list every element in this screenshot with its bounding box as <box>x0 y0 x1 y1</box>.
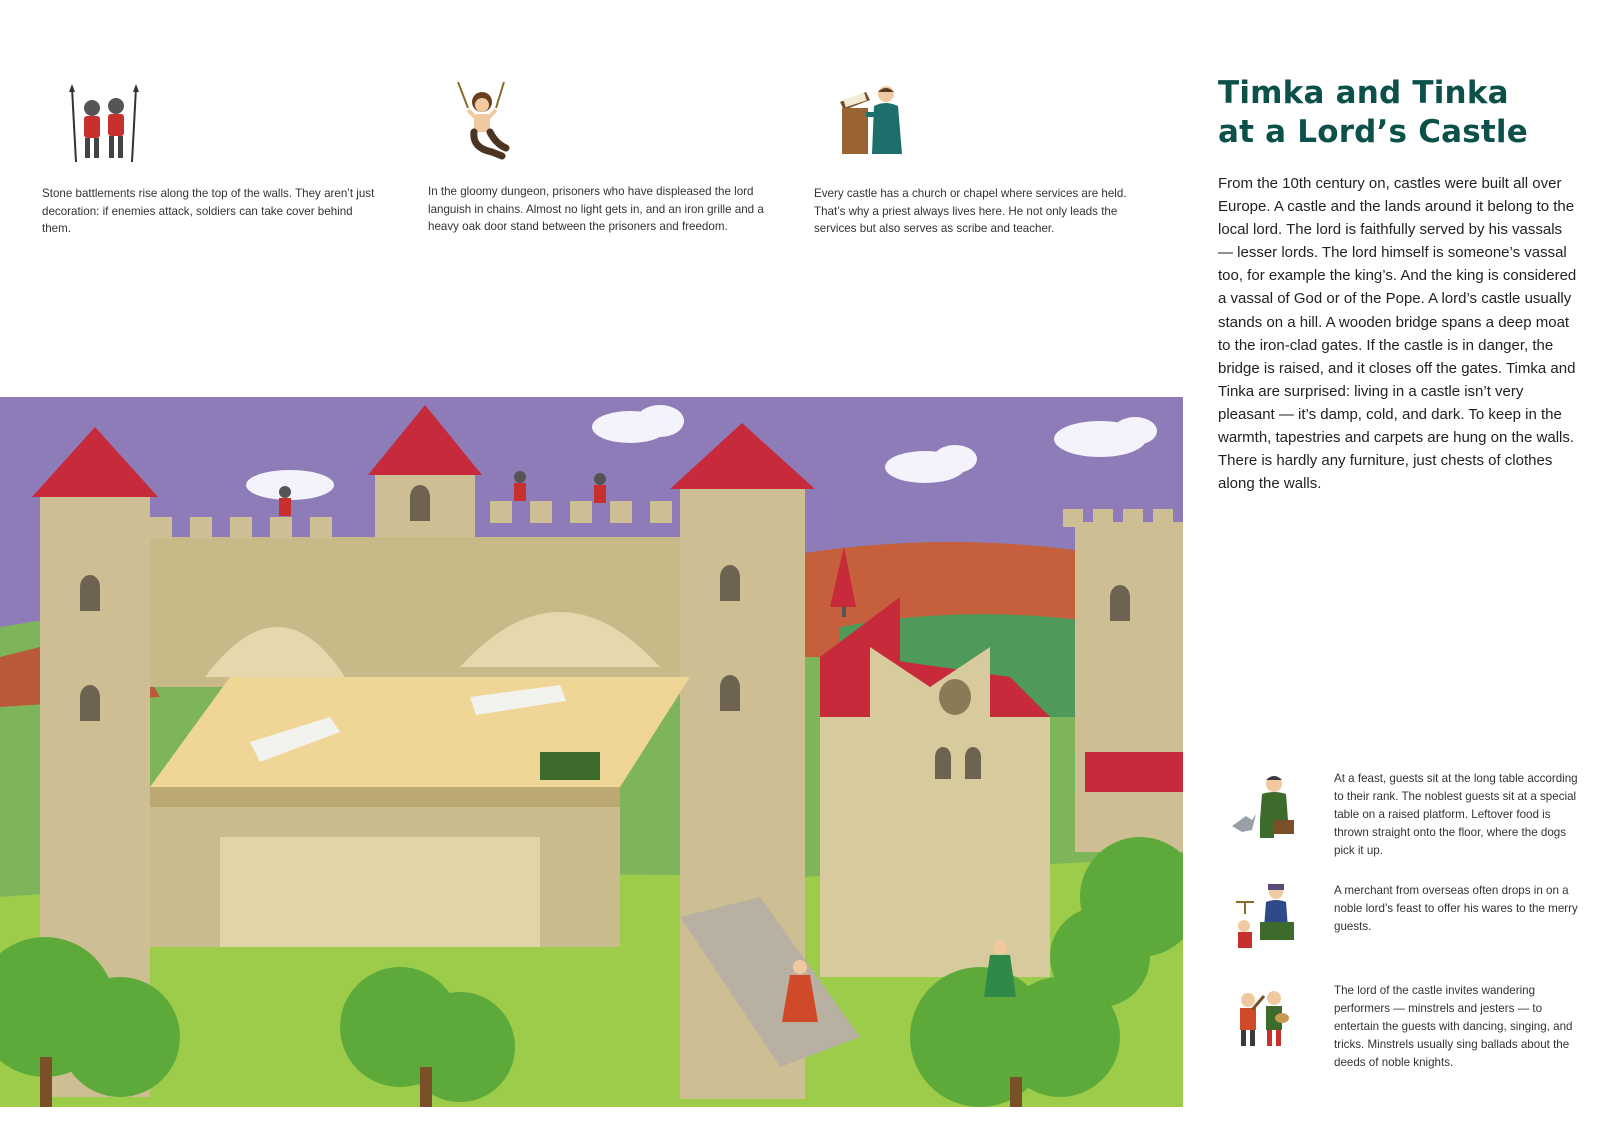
priest-illustration <box>836 78 916 162</box>
caption-feast <box>1230 770 1580 860</box>
caption-performers-text: The lord of the castle invites wandering performers — minstrels and jesters — to entertain the guests with dancing, singing, and tricks. Minstrels usually sing ballads about the deeds of noble knights. <box>1334 984 1573 1069</box>
caption-feast-text: At a feast, guests sit at the long table according to their rank. The noblest guests sit at a special table on a raised platform. Leftover food is thrown straight onto the floor, where the dogs pick it up. <box>1334 772 1578 857</box>
caption-merchant <box>1230 882 1580 958</box>
intro-paragraph: From the 10th century on, castles were built all over Europe. A castle and the lands around it belong to the local lord. The lord is faithfully served by his vassals — lesser lords. The lord himself is someone’s vassal too, for example the king’s. And the king is considered a vassal of God or of the Pope. A lord’s castle usually stands on a hill. A wooden bridge spans a deep moat to the iron-clad gates. If the castle is in danger, the bridge is raised, and it closes off the gates. Timka and Tinka are surprised: living in a castle isn’t very pleasant — it’s damp, cold, and dark. To keep in the warmth, tapestries and carpets are hung on the walls. There is hardly any furniture, just chests of clothes along the walls. <box>1218 175 1577 493</box>
prisoner-illustration <box>444 78 524 162</box>
feast-illustration <box>1230 770 1302 846</box>
caption-dungeon <box>428 78 768 236</box>
page-title-line-2: at a Lord’s Castle <box>1218 114 1528 150</box>
caption-merchant-text: A merchant from overseas often drops in on a noble lord’s feast to offer his wares to the merry guests. <box>1334 884 1578 933</box>
merchant-illustration <box>1230 882 1302 958</box>
caption-chapel-text: Every castle has a church or chapel where services are held. That’s why a priest always lives here. He not only leads the services but also serves as scribe and teacher. <box>814 187 1127 235</box>
page-title <box>1218 74 1528 152</box>
caption-performers <box>1230 982 1580 1072</box>
caption-dungeon-text: In the gloomy dungeon, prisoners who have displeased the lord languish in chains. Almost no light gets in, and an iron grille and a heavy oak door stand between the prisoners and freedom. <box>428 185 764 233</box>
caption-battlements <box>42 82 382 238</box>
castle-illustration <box>0 397 1183 1107</box>
guards-illustration <box>64 82 144 166</box>
castle-scene <box>0 397 1183 1107</box>
caption-chapel <box>814 78 1159 238</box>
page-title-line-1: Timka and Tinka <box>1218 75 1509 111</box>
caption-battlements-text: Stone battlements rise along the top of the walls. They aren’t just decoration: if enemies attack, soldiers can take cover behind them. <box>42 187 375 235</box>
minstrels-illustration <box>1230 982 1302 1058</box>
